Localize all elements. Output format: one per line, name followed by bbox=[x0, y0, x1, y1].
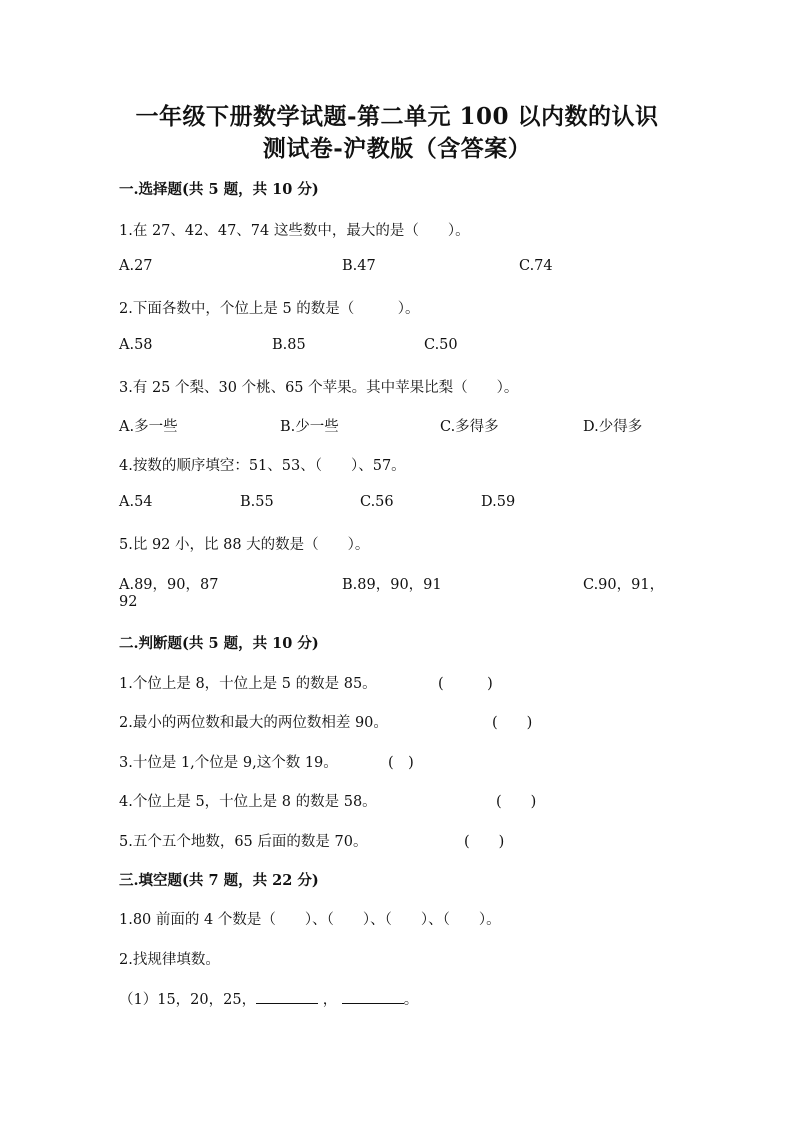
answer-blank bbox=[256, 991, 318, 1004]
page-title-line1: 一年级下册数学试题-第二单元 100 以内数的认识 bbox=[135, 103, 659, 130]
option-b: B.47 bbox=[342, 258, 376, 274]
option-b: B.89，90，91 bbox=[342, 577, 442, 593]
answer-parenthesis: ( ) bbox=[492, 715, 533, 731]
question-text: 2.下面各数中，个位上是 5 的数是（ ）。 bbox=[119, 301, 420, 317]
option-a: A.89，90，87 bbox=[119, 577, 219, 593]
option-c: C.多得多 bbox=[440, 419, 499, 435]
option-c: C.50 bbox=[424, 337, 458, 353]
option-d: D.少得多 bbox=[583, 419, 643, 435]
judgment-item: 5.五个五个地数，65 后面的数是 70。 bbox=[119, 834, 368, 850]
option-a: A.多一些 bbox=[119, 419, 178, 435]
answer-parenthesis: ( ) bbox=[388, 755, 414, 771]
option-b: B.55 bbox=[240, 494, 274, 510]
judgment-item: 3.十位是 1,个位是 9,这个数 19。 bbox=[119, 755, 338, 771]
option-c: C.90，91， bbox=[583, 577, 665, 593]
judgment-item: 1.个位上是 8，十位上是 5 的数是 85。 bbox=[119, 676, 377, 692]
section-heading-fill: 三.填空题(共 7 题，共 22 分) bbox=[119, 872, 319, 889]
subquestion-end: 。 bbox=[403, 992, 419, 1008]
option-b: B.85 bbox=[272, 337, 306, 353]
answer-parenthesis: ( ) bbox=[496, 794, 537, 810]
page-title-line2: 测试卷-沪教版（含答案） bbox=[262, 135, 532, 162]
answer-parenthesis: ( ) bbox=[464, 834, 505, 850]
section-heading-judgment: 二.判断题(共 5 题，共 10 分) bbox=[119, 635, 319, 652]
option-c: C.74 bbox=[519, 258, 553, 274]
answer-parenthesis: ( ) bbox=[438, 676, 493, 692]
question-text: 5.比 92 小，比 88 大的数是（ ）。 bbox=[119, 537, 370, 553]
option-c: C.56 bbox=[360, 494, 394, 510]
subquestion-separator: ， bbox=[322, 992, 338, 1008]
option-b: B.少一些 bbox=[280, 419, 339, 435]
judgment-item: 2.最小的两位数和最大的两位数相差 90。 bbox=[119, 715, 388, 731]
option-c-continued: 92 bbox=[119, 594, 138, 610]
answer-blank bbox=[342, 991, 404, 1004]
option-a: A.58 bbox=[119, 337, 153, 353]
question-text: 1.在 27、42、47、74 这些数中，最大的是（ ）。 bbox=[119, 223, 470, 239]
question-text: 3.有 25 个梨、30 个桃、65 个苹果。其中苹果比梨（ ）。 bbox=[119, 380, 519, 396]
fill-question: 1.80 前面的 4 个数是（ ）、（ ）、（ ）、（ ）。 bbox=[119, 912, 501, 928]
fill-question: 2.找规律填数。 bbox=[119, 952, 220, 968]
option-a: A.54 bbox=[119, 494, 153, 510]
judgment-item: 4.个位上是 5，十位上是 8 的数是 58。 bbox=[119, 794, 377, 810]
section-heading-choice: 一.选择题(共 5 题，共 10 分) bbox=[119, 181, 319, 198]
option-d: D.59 bbox=[481, 494, 516, 510]
subquestion-prefix: （1）15，20，25， bbox=[119, 992, 257, 1008]
fill-subquestion bbox=[119, 988, 418, 1009]
option-a: A.27 bbox=[119, 258, 153, 274]
question-text: 4.按数的顺序填空：51、53、（ ）、57。 bbox=[119, 458, 406, 474]
